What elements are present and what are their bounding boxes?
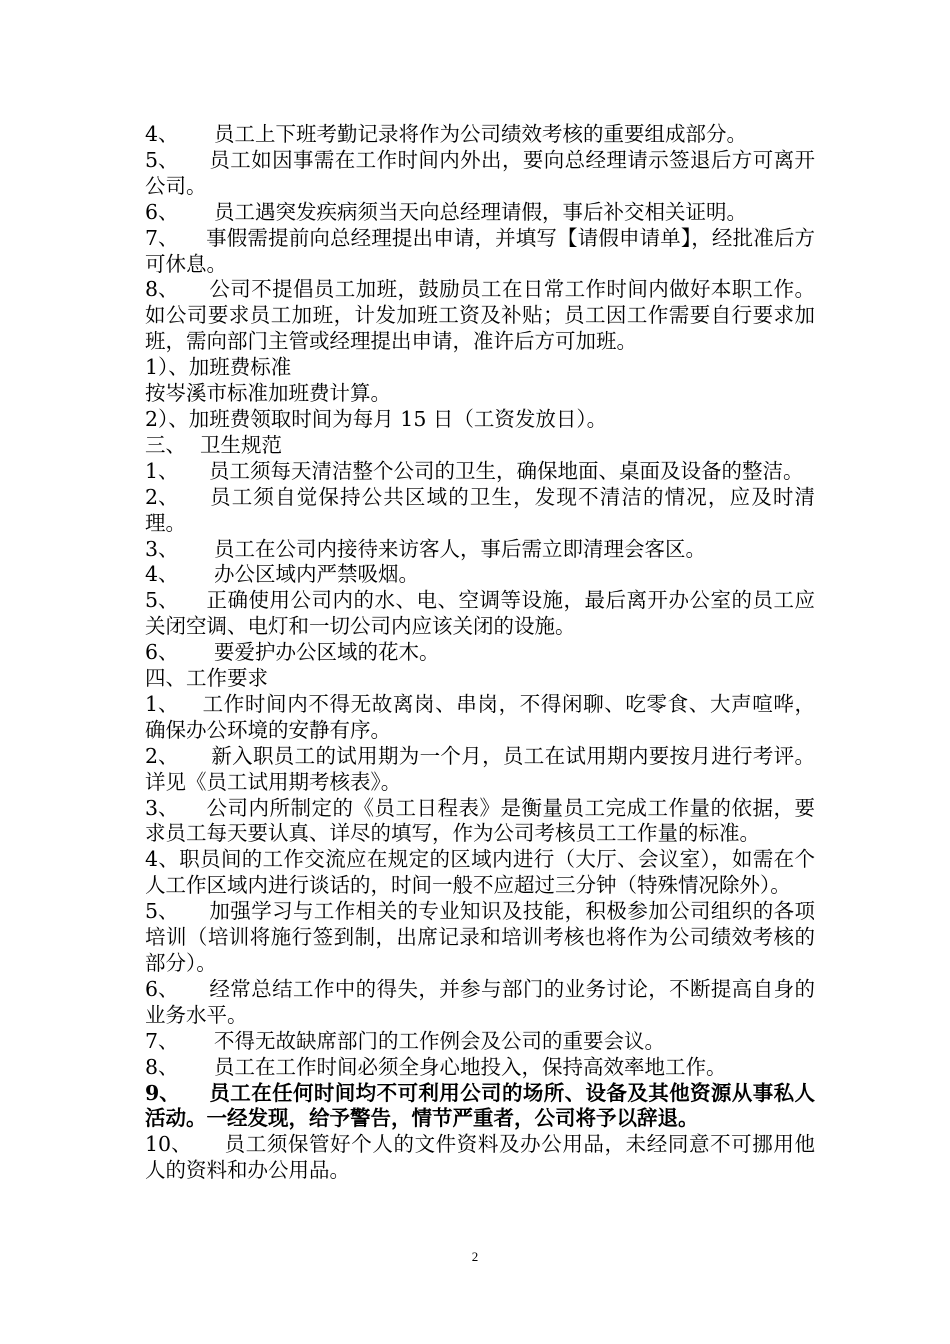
paragraph-training [145,899,815,977]
item-number: 3、 [145,536,179,561]
paragraph-company-resources-warning [145,1081,815,1133]
item-number: 1、 [145,691,179,716]
item-number: 3、 [145,795,179,820]
page-number: 2 [471,1249,479,1264]
paragraph-full-commitment [145,1055,815,1081]
paragraph-text: 员工在工作时间必须全身心地投入，保持高效率地工作。 [214,1054,727,1079]
paragraph-text: 员工上下班考勤记录将作为公司绩效考核的重要组成部分。 [214,122,747,146]
item-number: 1、 [145,458,179,483]
paragraph-daily-schedule [145,796,815,848]
paragraph-text: 要爱护办公区域的花木。 [214,640,440,665]
item-number: 4、 [145,122,179,146]
paragraph-text: 办公区域内严禁吸烟。 [214,562,419,587]
paragraph-text: 员工须保管好个人的文件资料及办公用品，未经同意不可挪用他人的资料和办公用品。 [145,1132,815,1183]
paragraph-text: 不得无故缺席部门的工作例会及公司的重要会议。 [214,1028,665,1053]
item-number: 8、 [145,1054,179,1079]
paragraph-sick-leave [145,200,815,226]
item-number: 9、 [145,1080,180,1105]
paragraph-text: 员工遇突发疾病须当天向总经理请假，事后补交相关证明。 [214,199,747,224]
item-number: 5、 [145,899,179,924]
item-number: 5、 [145,588,179,613]
item-number: 6、 [145,199,179,224]
paragraph-office-supplies [145,1132,815,1184]
paragraph-text: 1）、加班费标准 [145,355,292,380]
paragraph-plants [145,640,815,666]
item-number: 4、 [145,562,179,587]
paragraph-text: 员工在公司内接待来访客人，事后需立即清理会客区。 [214,536,706,561]
paragraph-text: 按岑溪市标准加班费计算。 [145,381,391,406]
paragraph-reception-area [145,537,815,563]
paragraph-no-smoking [145,562,815,588]
item-number: 8、 [145,277,179,302]
paragraph-public-area [145,485,815,537]
paragraph-text: 公司内所制定的《员工日程表》是衡量员工完成工作量的依据，要求员工每天要认真、详尽的填写，作为公司考核员工工作量的标准。 [145,795,815,846]
item-number: 7、 [145,1028,179,1053]
item-number: 2、 [145,743,179,768]
paragraph-text: 4、职员间的工作交流应在规定的区域内进行（大厅、会议室），如需在个人工作区域内进行谈话的，时间一般不应超过三分钟（特殊情况除外）。 [145,847,815,898]
paragraph-text: 新入职员工的试用期为一个月，员工在试用期内要按月进行考评。详见《员工试用期考核表》。 [145,743,815,794]
paragraph-facilities [145,588,815,640]
paragraph-text: 工作时间内不得无故离岗、串岗，不得闲聊、吃零食、大声喧哗，确保办公环境的安静有序。 [145,691,815,742]
paragraph-text: 经常总结工作中的得失，并参与部门的业务讨论，不断提高自身的业务水平。 [145,976,815,1027]
paragraph-probation [145,744,815,796]
paragraph-overtime [145,277,815,355]
item-number: 5、 [145,147,179,172]
paragraph-overtime-standard-title [145,355,815,381]
paragraph-daily-cleaning [145,459,815,485]
item-number: 6、 [145,976,179,1001]
paragraph-text: 员工须自觉保持公共区域的卫生，发现不清洁的情况，应及时清理。 [145,484,815,535]
paragraph-no-leaving-post [145,692,815,744]
paragraph-text: 员工如因事需在工作时间内外出，要向总经理请示签退后方可离开公司。 [145,147,815,198]
section-number: 三、 [145,432,186,457]
paragraph-attendance-record [145,122,815,148]
item-number: 6、 [145,640,179,665]
paragraph-text: 员工须每天清洁整个公司的卫生，确保地面、桌面及设备的整洁。 [209,458,804,483]
paragraph-self-improvement [145,977,815,1029]
paragraph-text: 2）、加班费领取时间为每月 15 日（工资发放日）。 [145,406,608,431]
section-heading-hygiene [145,433,815,459]
section-title: 四、工作要求 [145,666,268,691]
item-number: 10、 [145,1132,192,1157]
paragraph-going-out [145,148,815,200]
section-title: 卫生规范 [200,432,282,457]
paragraph-text: 正确使用公司内的水、电、空调等设施，最后离开办公室的员工应关闭空调、电灯和一切公司内应该关闭的设施。 [145,588,815,639]
paragraph-meetings [145,1029,815,1055]
paragraph-text: 公司不提倡员工加班，鼓励员工在日常工作时间内做好本职工作。如公司要求员工加班，计发加班工资及补贴；员工因工作需要自行要求加班，需向部门主管或经理提出申请，准许后方可加班。 [145,277,815,354]
paragraph-text: 员工在任何时间均不可利用公司的场所、设备及其他资源从事私人活动。一经发现，给予警告，情节严重者，公司将予以辞退。 [145,1080,815,1131]
section-heading-work-requirements [145,666,815,692]
document-body [145,122,815,1184]
paragraph-personal-leave [145,226,815,278]
paragraph-text: 加强学习与工作相关的专业知识及技能，积极参加公司组织的各项培训（培训将施行签到制，出席记录和培训考核也将作为公司绩效考核的部分）。 [145,899,815,975]
paragraph-text: 事假需提前向总经理提出申请，并填写【请假申请单】，经批准后方可休息。 [145,225,815,276]
item-number: 2、 [145,484,179,509]
paragraph-overtime-payday [145,407,815,433]
item-number: 7、 [145,225,179,250]
paragraph-overtime-standard [145,381,815,407]
paragraph-work-communication [145,847,815,899]
